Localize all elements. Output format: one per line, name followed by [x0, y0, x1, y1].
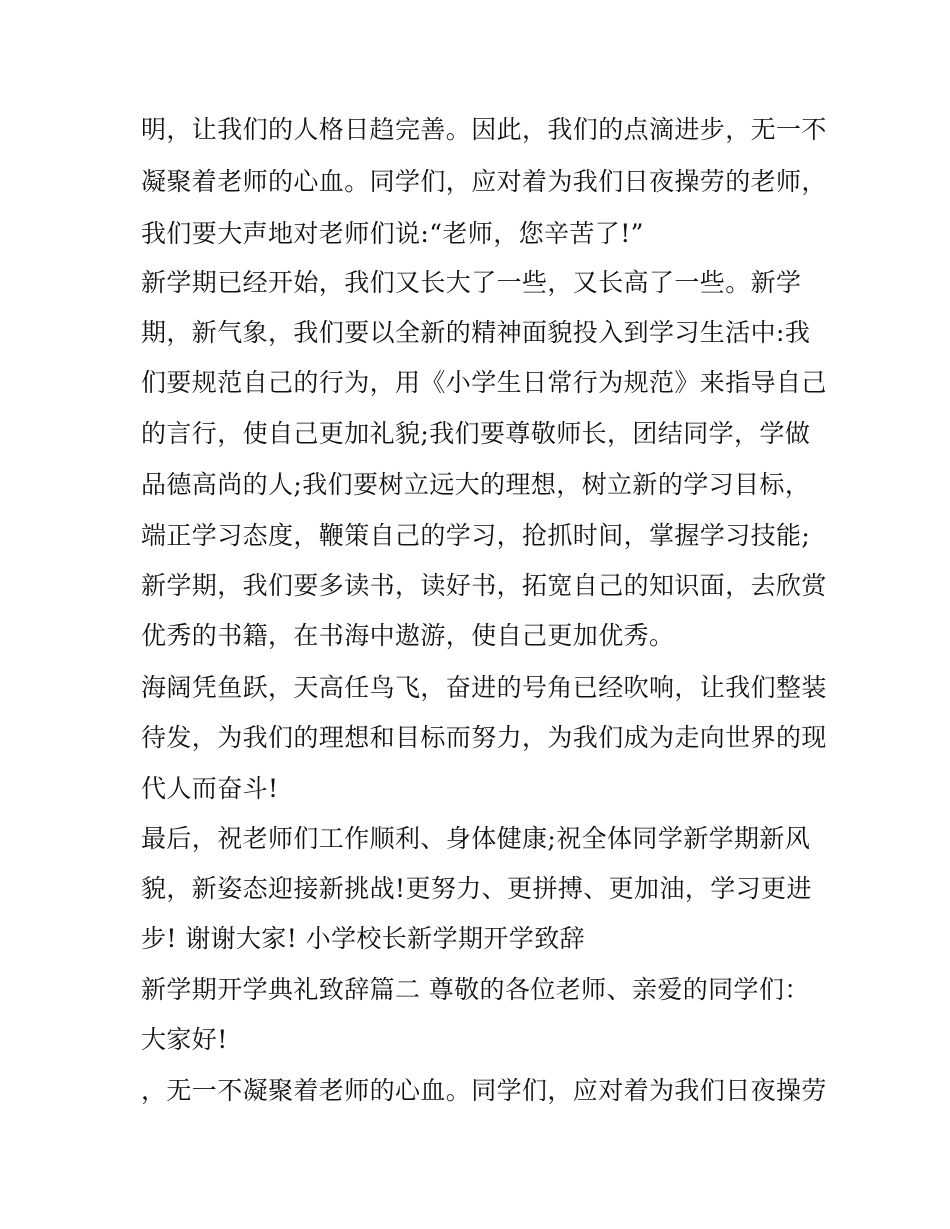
text-line: 明，让我们的人格日趋完善。因此，我们的点滴进步，无一不 — [141, 115, 827, 144]
text-line: 海阔凭鱼跃，天高任鸟飞，奋进的号角已经吹响，让我们整装 — [141, 673, 827, 702]
text-line: 的言行，使自己更加礼貌;我们要尊敬师长，团结同学，学做 — [141, 419, 811, 448]
text-line: ，无一不凝聚着老师的心血。同学们，应对着为我们日夜操劳 — [141, 1076, 827, 1105]
text-line: 最后，祝老师们工作顺利、身体健康;祝全体同学新学期新风 — [141, 824, 811, 853]
text-line: 品德高尚的人;我们要树立远大的理想，树立新的学习目标， — [141, 470, 811, 499]
text-line: 貌，新姿态迎接新挑战!更努力、更拼搏、更加油，学习更进 — [141, 874, 812, 903]
text-line: 代人而奋斗! — [141, 774, 279, 803]
text-line: 步! 谢谢大家! 小学校长新学期开学致辞 — [141, 924, 585, 953]
text-line: 大家好! — [141, 1025, 228, 1054]
text-line: 凝聚着老师的心血。同学们，应对着为我们日夜操劳的老师， — [141, 167, 827, 196]
text-line: 们要规范自己的行为，用《小学生日常行为规范》来指导自己 — [141, 368, 827, 397]
text-line: 新学期，我们要多读书，读好书，拓宽自己的知识面，去欣赏 — [141, 571, 827, 600]
text-line: 新学期开学典礼致辞篇二 尊敬的各位老师、亲爱的同学们： — [141, 975, 810, 1004]
text-line: 新学期已经开始，我们又长大了一些，又长高了一些。新学 — [141, 268, 802, 297]
text-line: 期，新气象，我们要以全新的精神面貌投入到学习生活中:我 — [141, 318, 811, 347]
text-line: 优秀的书籍，在书海中遨游，使自己更加优秀。 — [141, 621, 675, 650]
text-line: 待发，为我们的理想和目标而努力，为我们成为走向世界的现 — [141, 723, 827, 752]
text-line: 我们要大声地对老师们说:“老师，您辛苦了!” — [141, 219, 644, 248]
text-line: 端正学习态度，鞭策自己的学习，抢抓时间，掌握学习技能; — [141, 521, 811, 550]
